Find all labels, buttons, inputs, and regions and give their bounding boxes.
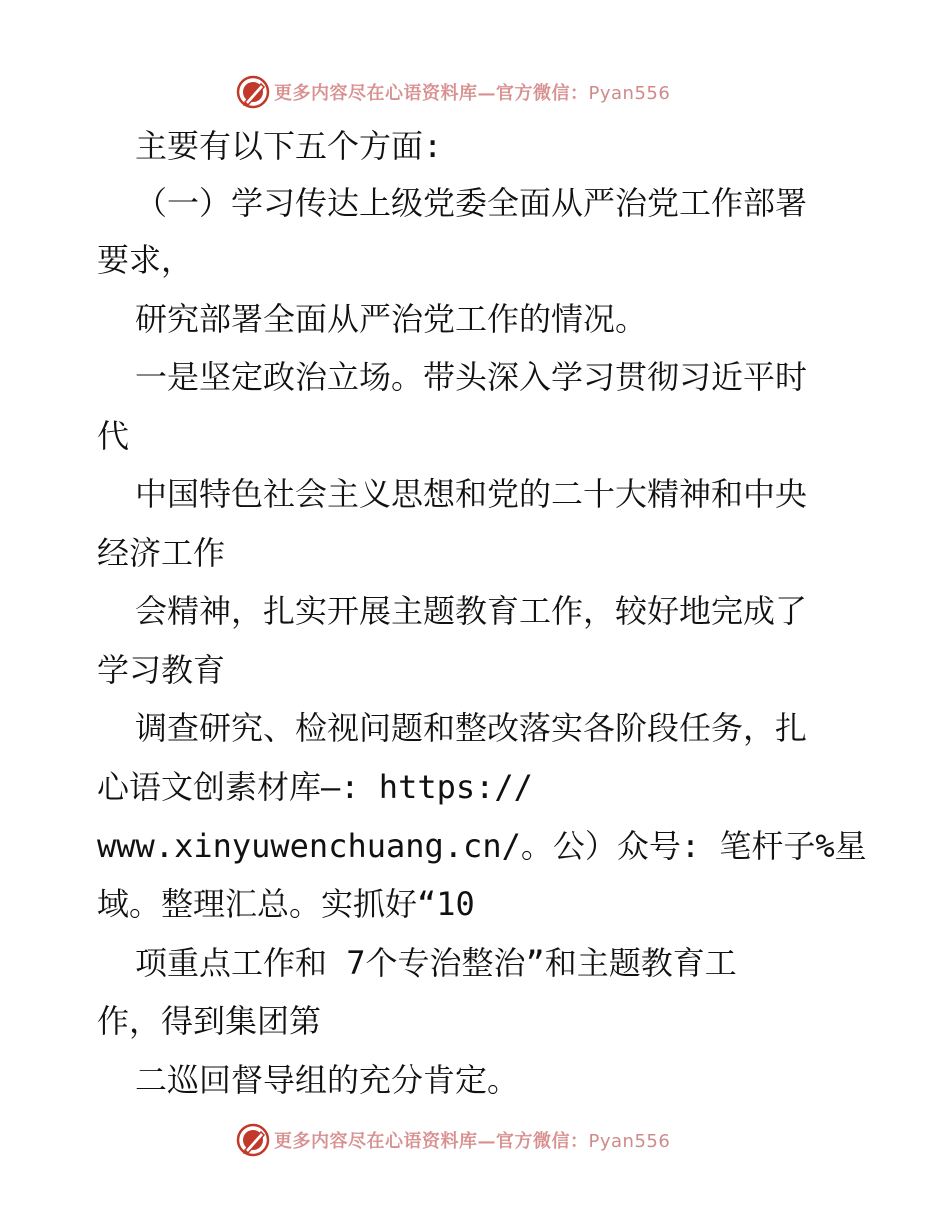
text-line: 研究部署全面从严治党工作的情况。 xyxy=(135,300,648,338)
footer-banner-text: 更多内容尽在心语资料库—官方微信：Pyan556 xyxy=(274,1131,671,1152)
text-line: 二巡回督导组的充分肯定。 xyxy=(135,1061,520,1099)
text-line: 学习教育 xyxy=(97,651,226,689)
footer-wechat-id: Pyan556 xyxy=(588,1131,671,1152)
header-watermark-banner xyxy=(0,72,950,112)
text-line: 一是坚定政治立场。带头深入学习贯彻习近平时 xyxy=(135,358,808,396)
text-line: 要求， xyxy=(97,241,194,279)
text-line: 域。整理汇总。实抓好“10 xyxy=(97,885,475,923)
text-line: 项重点工作和 7个专治整治”和主题教育工 xyxy=(135,944,737,982)
text-line: 中国特色社会主义思想和党的二十大精神和中央 xyxy=(135,475,808,513)
pen-logo-icon xyxy=(236,75,270,109)
text-line: 会精神，扎实开展主题教育工作，较好地完成了 xyxy=(135,592,808,630)
text-line: www.xinyuwenchuang.cn/。公）众号: 笔杆子%星 xyxy=(97,827,867,865)
text-line: 心语文创素材库—: https:// xyxy=(97,768,533,806)
header-wechat-id: Pyan556 xyxy=(588,83,671,104)
text-line: 经济工作 xyxy=(97,534,226,572)
pen-logo-icon xyxy=(236,1123,270,1157)
text-line: 作，得到集团第 xyxy=(97,1002,322,1040)
text-line: （一）学习传达上级党委全面从严治党工作部署 xyxy=(135,184,808,222)
text-line: 代 xyxy=(97,417,130,455)
text-line: 调查研究、检视问题和整改落实各阶段任务，扎 xyxy=(135,709,808,747)
text-line: 主要有以下五个方面: xyxy=(135,127,443,165)
footer-watermark-banner xyxy=(0,1120,950,1160)
header-banner-text: 更多内容尽在心语资料库—官方微信：Pyan556 xyxy=(274,83,671,104)
